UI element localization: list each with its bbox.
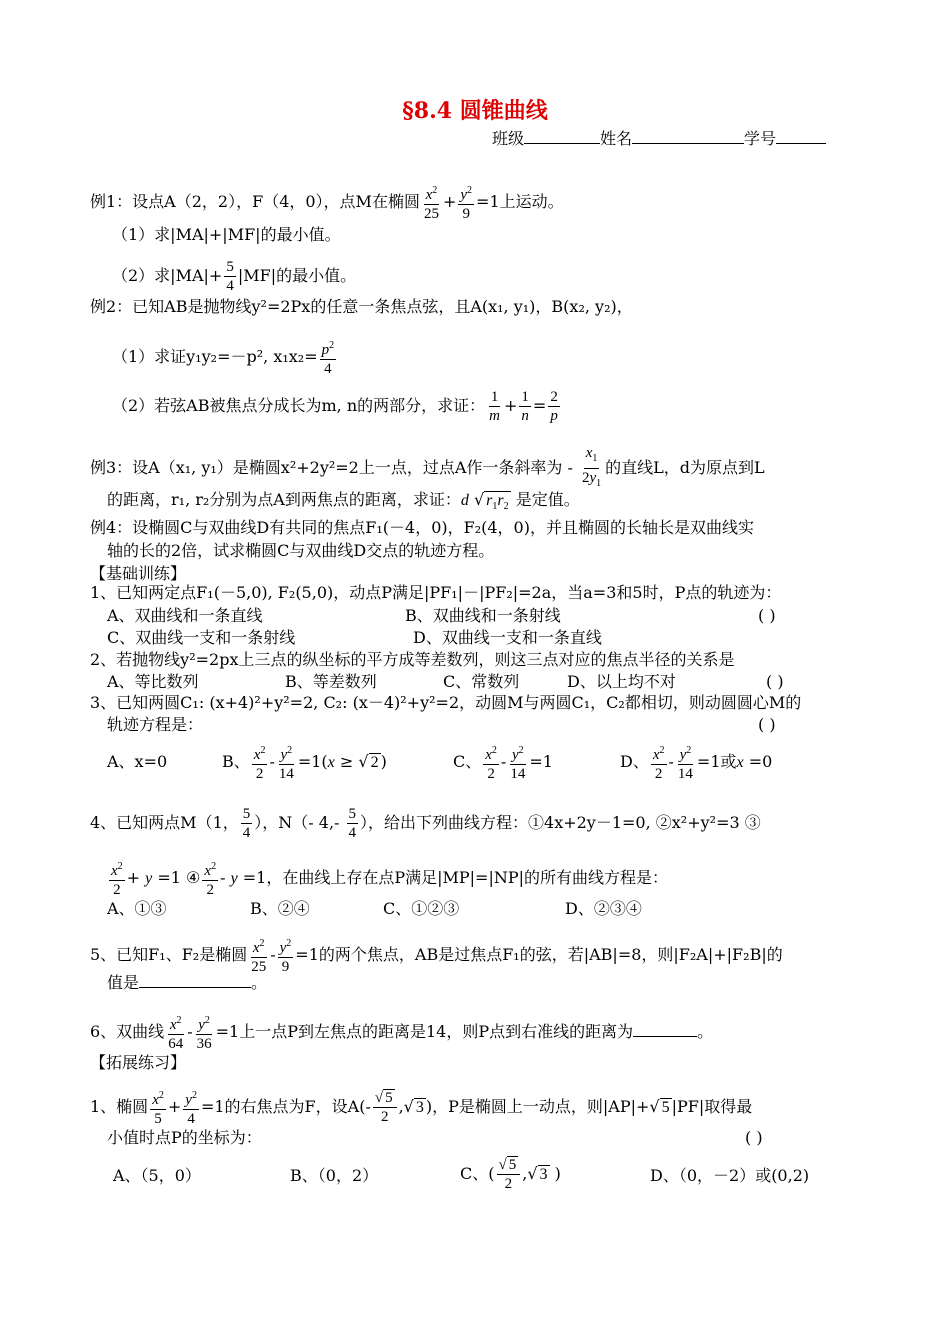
b1-option-c[interactable]: C、双曲线一支和一条射线 — [107, 628, 296, 647]
page-title: §8.4 圆锥曲线 — [402, 98, 548, 124]
frac: $\frac{x^2}{2}$ — [109, 858, 125, 899]
ex2-q2: （2）若弦AB被焦点分成长为m, n的两部分，求证： $\frac{1}{m}$ + $\frac{1}{n}$ = $\frac{2}{p}$ — [112, 389, 558, 424]
id-blank[interactable] — [776, 129, 826, 144]
frac: $\frac{y^2}{14}$ — [676, 742, 695, 783]
b3-answer-paren[interactable]: ( ) — [758, 715, 776, 734]
b3-line2: 轨迹方程是： — [107, 715, 204, 734]
ex1-q2: （2）求|MA|+ $\frac{5}{4}$ |MF|的最小值。 — [112, 259, 357, 294]
b3-option-d[interactable]: D、 $\frac{x^2}{2}$ - $\frac{y^2}{14}$ =1或x =0 — [620, 742, 772, 783]
b6-answer-blank[interactable] — [633, 1022, 697, 1037]
frac: $\frac{x^2}{64}$ — [166, 1012, 185, 1053]
frac: $\frac{5}{4}$ — [226, 259, 234, 294]
e1-stem: 1、椭圆 $\frac{x^2}{5}$ + $\frac{y^2}{4}$ =1的右焦点为F，设A(- $\frac{√ 5}{2}$ ,√ 3 )，P是椭圆上一动点，则|AP|+√ 5 |PF|取得最 — [90, 1087, 752, 1128]
class-label: 班级 — [492, 129, 525, 148]
b2-stem: 2、若抛物线y²=2px上三点的纵坐标的平方成等差数列，则这三点对应的焦点半径的关系是 — [90, 650, 735, 669]
frac: $\frac{y^2}{9}$ — [278, 935, 294, 976]
ex1-q1: （1）求|MA|+|MF|的最小值。 — [112, 225, 341, 244]
ex1-stem: 例1：设点A（2，2），F（4，0），点M在椭圆 $\frac{x^2}{25}$ + $\frac{y^2}{9}$ =1上运动。 — [90, 182, 564, 223]
b4-option-c[interactable]: C、①②③ — [383, 899, 460, 918]
frac: $\frac{p^2}{4}$ — [320, 337, 337, 378]
b1-answer-paren[interactable]: ( ) — [758, 606, 776, 625]
extension-heading: 【拓展练习】 — [90, 1053, 187, 1072]
b1-stem: 1、已知两定点F₁(－5,0), F₂(5,0)，动点P满足|PF₁|－|PF₂|=2a，当a=3和5时，P点的轨迹为： — [90, 583, 782, 602]
ex2-q1: （1）求证y₁y₂=－p², x₁x₂= $\frac{p^2}{4}$ — [112, 337, 338, 378]
frac: $\frac{2}{p}$ — [550, 389, 558, 424]
b3-stem: 3、已知两圆C₁: (x+4)²+y²=2, C₂: (x－4)²+y²=2，动圆M与两圆C₁，C₂都相切，则动圆圆心M的 — [90, 693, 802, 712]
b2-option-a[interactable]: A、等比数列 — [107, 672, 199, 691]
frac: $\frac{y^2}{14}$ — [277, 742, 296, 783]
b2-option-b[interactable]: B、等差数列 — [285, 672, 377, 691]
frac: $\frac{5}{4}$ — [348, 806, 357, 841]
frac: $\frac{√ 5}{2}$ — [497, 1156, 521, 1193]
frac: $\frac{√ 5}{2}$ — [373, 1089, 397, 1126]
b4-option-a[interactable]: A、①③ — [107, 899, 167, 918]
b5-stem: 5、已知F₁、F₂是椭圆 $\frac{x^2}{25}$ - $\frac{y^2}{9}$ =1的两个焦点，AB是过焦点F₁的弦，若|AB|=8，则|F₂A|+|F₂B|的 — [90, 935, 783, 976]
student-info-line — [492, 126, 826, 149]
b4-option-b[interactable]: B、②④ — [250, 899, 310, 918]
b5-line2: 值是 。 — [107, 973, 268, 992]
b1-option-d[interactable]: D、双曲线一支和一条直线 — [413, 628, 602, 647]
basic-heading: 【基础训练】 — [90, 564, 187, 583]
frac: $\frac{1}{m}$ — [489, 389, 500, 424]
frac: $\frac{1}{n}$ — [521, 389, 529, 424]
frac: $\frac{y^2}{36}$ — [195, 1012, 214, 1053]
ex3-stem: 例3：设A（x₁, y₁）是椭圆x²+2y²=2上一点，过点A作一条斜率为 - $\frac{x_1}{2y_1}$ 的直线L，d为原点到L — [90, 444, 765, 493]
frac: $\frac{y^2}{4}$ — [183, 1087, 199, 1128]
b1-option-b[interactable]: B、双曲线和一条射线 — [405, 606, 561, 625]
b2-option-d[interactable]: D、以上均不对 — [567, 672, 676, 691]
frac: $\frac{x_1}{2y_1}$ — [582, 445, 602, 489]
b4-option-d[interactable]: D、②③④ — [565, 899, 642, 918]
b6-stem: 6、双曲线 $\frac{x^2}{64}$ - $\frac{y^2}{36}$ =1上一点P到左焦点的距离是14，则P点到右准线的距离为 。 — [90, 1012, 713, 1053]
frac: $\frac{y^2}{14}$ — [508, 742, 527, 783]
frac: $\frac{y^2}{9}$ — [458, 182, 474, 223]
ex2-stem: 例2：已知AB是抛物线y²=2Px的任意一条焦点弦，且A(x₁, y₁)，B(x₂, y₂)， — [90, 297, 633, 316]
id-label: 学号 — [744, 129, 777, 148]
b1-option-a[interactable]: A、双曲线和一条直线 — [107, 606, 263, 625]
b3-option-b[interactable]: B、 $\frac{x^2}{2}$ - $\frac{y^2}{14}$ =1(x ≥ √ 2 ) — [222, 742, 387, 783]
b5-answer-blank[interactable] — [139, 973, 251, 988]
frac: $\frac{5}{4}$ — [242, 806, 251, 841]
e1-option-a[interactable]: A、（5，0） — [113, 1166, 201, 1185]
b3-option-c[interactable]: C、 $\frac{x^2}{2}$ - $\frac{y^2}{14}$ =1 — [453, 742, 553, 783]
e1-option-b[interactable]: B、（0，2） — [290, 1166, 379, 1185]
frac: $\frac{x^2}{2}$ — [252, 742, 268, 783]
b3-option-a[interactable]: A、x=0 — [107, 752, 168, 771]
ex3-line2: 的距离，r₁, r₂分别为点A到两焦点的距离，求证：d √ $r_1r_2$ 是定值。 — [107, 490, 580, 513]
frac: $\frac{x^2}{25}$ — [249, 935, 268, 976]
e1-answer-paren[interactable]: ( ) — [745, 1128, 763, 1147]
ex4-line1: 例4：设椭圆C与双曲线D有共同的焦点F₁(－4，0)，F₂(4，0)，并且椭圆的长轴长是双曲线实 — [90, 518, 754, 537]
frac: $\frac{x^2}{2}$ — [483, 742, 499, 783]
b2-option-c[interactable]: C、常数列 — [443, 672, 520, 691]
e1-option-d[interactable]: D、（0，－2）或(0,2) — [650, 1166, 810, 1185]
b2-answer-paren[interactable]: ( ) — [766, 672, 784, 691]
b4-line2: $\frac{x^2}{2}$ + y =1 ④ $\frac{x^2}{2}$ - y =1，在曲线上存在点P满足|MP|=|NP|的所有曲线方程是： — [107, 858, 668, 899]
b4-stem: 4、已知两点M（1， $\frac{5}{4}$ ），N（- 4,- $\frac{5}{4}$ ），给出下列曲线方程：①4x+2y－1=0, ②x²+y²=3 ③ — [90, 806, 761, 841]
ex4-line2: 轴的长的2倍，试求椭圆C与双曲线D交点的轨迹方程。 — [107, 541, 495, 560]
e1-option-c[interactable]: C、( $\frac{√ 5}{2}$ ,√ 3 ) — [460, 1157, 561, 1192]
e1-line2: 小值时点P的坐标为： — [107, 1128, 262, 1147]
frac: $\frac{x^2}{25}$ — [422, 182, 441, 223]
frac: $\frac{x^2}{2}$ — [202, 858, 218, 899]
frac: $\frac{x^2}{2}$ — [651, 742, 667, 783]
name-label: 姓名 — [600, 129, 633, 148]
name-blank[interactable] — [632, 129, 744, 144]
frac: $\frac{x^2}{5}$ — [150, 1087, 166, 1128]
class-blank[interactable] — [524, 129, 600, 144]
